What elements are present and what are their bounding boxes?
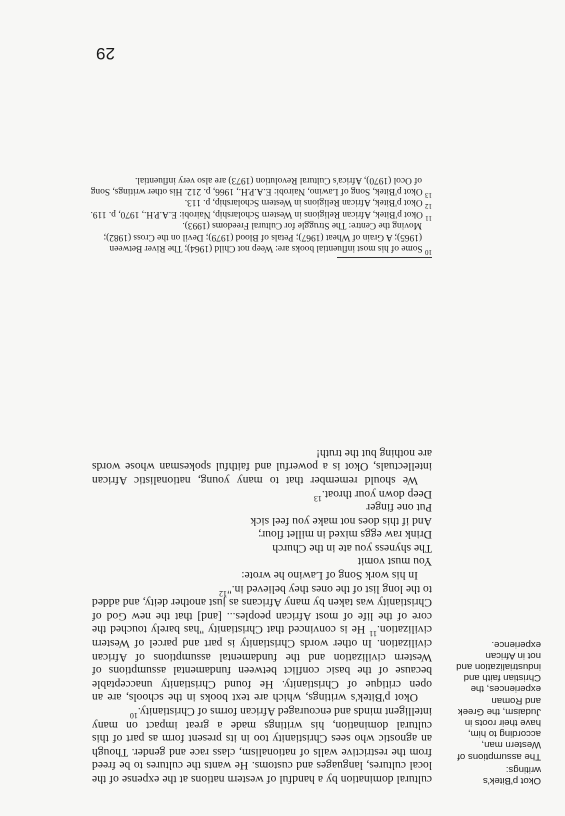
paragraph — [92, 569, 432, 583]
footnote: $^{13}$ Okot p'Bitek, Song of Lawino, Nairobi: E.A.P.H., 1966, p. 212. His other writings, Song of Ocol (1970), Africa's Cultural Revolution (1973) are also very influential. — [90, 174, 432, 200]
paragraph-text: In his work Song of Lawino he wrote: — [241, 569, 418, 583]
footnote-ref: 10 — [129, 710, 138, 720]
paragraph — [92, 704, 432, 786]
paragraph — [92, 582, 432, 704]
footnote: $^{11}$ Okot p'Bitek, African Religions in Western Scholarship, Nairobi: E.A.P.H., 1970, p. 119. — [90, 208, 432, 222]
paragraph-text: He is convinced that Christianity "has barely touched the core of the life of most African peoples... [and] that the new God of Christianity was taken by many Africans as just another deity, and added to the long list of the ones they believed in." — [91, 582, 432, 637]
poem-line: You must vomit — [357, 555, 432, 569]
poem-line: The shyness you ate in the Church — [272, 541, 432, 555]
poem-line: Put one finger — [366, 501, 432, 515]
paragraph-text: We should remember that to many young, nationalistic African intellectuals, Okot is a powerful and faithful spokesman whose words are nothing but the truth! — [92, 446, 432, 487]
footnote: $^{12}$ Okot p'Bitek, African Religions in Western Scholarship, p. 113. — [184, 197, 432, 211]
footnote: $^{10}$ Some of his most influential books are: Weep not Child (1964); The River Between (1965); A Grain of Wheat (1967); Petals of Blood (1979); Devil on the Cross (1982); Moving the Centre: The Struggle for Cultural Freedoms (1993). — [103, 220, 432, 257]
footnote-ref: 12 — [218, 588, 227, 598]
paragraph — [92, 446, 432, 487]
paragraph-text: Okot p'Bitek's writings, which are text books in the schools, are an open critique of Christianity. He found Christianity unacceptable because of the basic conflict between fundamental assumptions of Western civilization and the fundamental assumptions of African civilization. In other words Christianity is part and parcel of Western civilization. — [92, 623, 432, 705]
body-text — [92, 446, 432, 786]
footnote-divider — [337, 257, 432, 258]
page-number: 29 — [96, 44, 115, 63]
footnote-ref: 13 — [313, 493, 322, 503]
poem-line: Deep down your throat.$^{13}$ — [313, 487, 432, 503]
footnotes — [82, 173, 432, 257]
margin-note-text: The assumptions of Western man, according to him, have their roots in Judaism, the Greek and Roman experiences, the Christian faith and industrialization and not in African experience. — [456, 638, 541, 762]
paragraph-text: cultural domination by a handful of western nations at the expense of the local cultures, languages and customs. He wants the cultures to be freed from the restrictive walls of nationalism, class race and gender. Though an agnostic who sees Christianity too in its present form as part of this cultural domination, his writings made a great impact on many intelligent minds and encouraged African forms of Christianity. — [92, 705, 432, 786]
poem-line: And if this does not make you feel sick — [250, 514, 432, 528]
margin-note — [449, 638, 541, 786]
footnote-ref: 11 — [369, 629, 377, 639]
margin-note-title: Okot p'Bitek's writings: — [482, 763, 541, 786]
poem-line: Drink raw eggs mixed in millet flour; — [258, 528, 432, 542]
poem-quote — [92, 487, 432, 569]
